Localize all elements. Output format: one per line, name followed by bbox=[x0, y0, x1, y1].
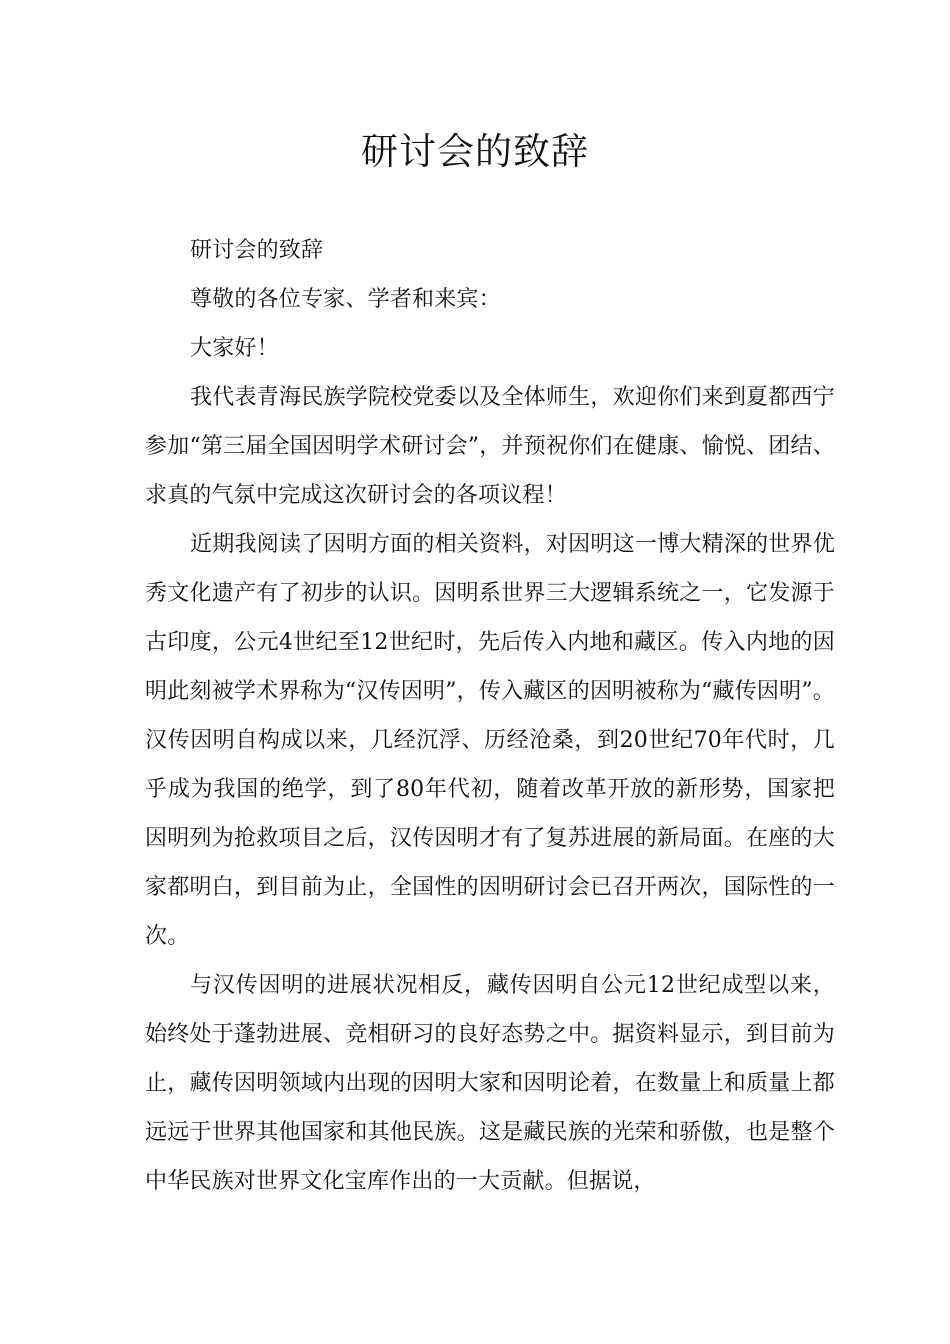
paragraph-greeting: 大家好！ bbox=[190, 336, 279, 361]
document-title: 研讨会的致辞 bbox=[361, 130, 589, 173]
paragraph-welcome: 我代表青海民族学院校党委以及全体师生，欢迎你们来到夏都西宁参加“第三届全国因明学术研讨会”，并预祝你们在健康、愉悦、团结、求真的气氛中完成这次研讨会的各项议程！ bbox=[145, 385, 835, 508]
paragraph-tibetan-yinming: 与汉传因明的进展状况相反，藏传因明自公元12世纪成型以来，始终处于蓬勃进展、竞相研习的良好态势之中。据资料显示，到目前为止，藏传因明领域内出现的因明大家和因明论着，在数量上和质量上都远远于世界其他国家和其他民族。这是藏民族的光荣和骄傲，也是整个中华民族对世界文化宝库作出的一大贡献。但据说， bbox=[145, 973, 835, 1194]
document-body bbox=[145, 226, 835, 1206]
paragraph-heading: 研讨会的致辞 bbox=[190, 238, 324, 263]
paragraph-salutation: 尊敬的各位专家、学者和来宾： bbox=[190, 287, 501, 312]
paragraph-han-yinming: 近期我阅读了因明方面的相关资料，对因明这一博大精深的世界优秀文化遗产有了初步的认识。因明系世界三大逻辑系统之一，它发源于古印度，公元4世纪至12世纪时，先后传入内地和藏区。传入内地的因明此刻被学术界称为“汉传因明”，传入藏区的因明被称为“藏传因明”。汉传因明自构成以来，几经沉浮、历经沧桑，到20世纪70年代时，几乎成为我国的绝学，到了80年代初，随着改革开放的新形势，国家把因明列为抢救项目之后，汉传因明才有了复苏进展的新局面。在座的大家都明白，到目前为止，全国性的因明研讨会已召开两次，国际性的一次。 bbox=[145, 532, 835, 949]
